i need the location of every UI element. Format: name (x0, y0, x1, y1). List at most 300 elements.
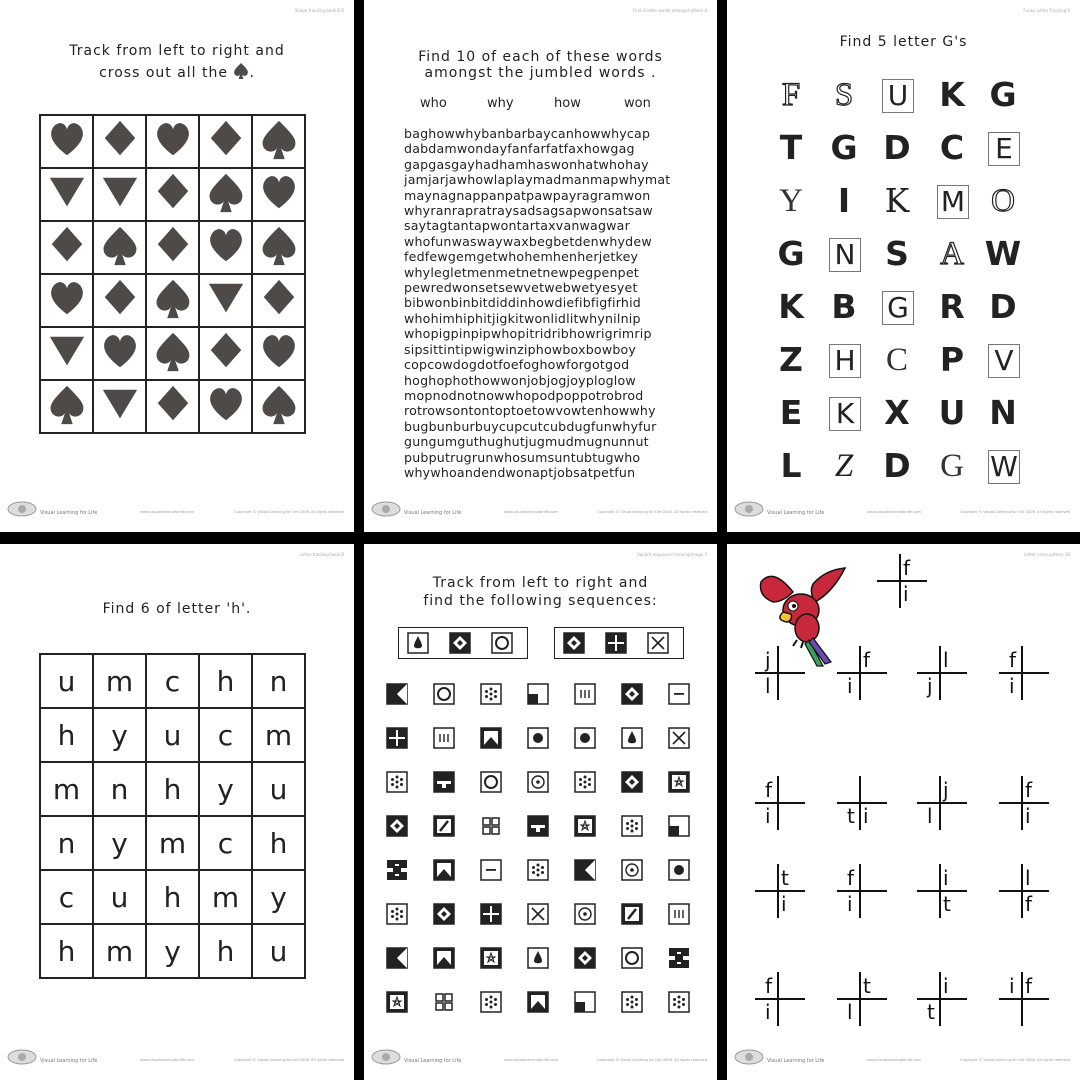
cross-letter: j (943, 778, 949, 802)
funky-letter: I (837, 181, 851, 220)
footer-brand: Visual Learning for Life (767, 1058, 825, 1064)
cross-item (999, 970, 1049, 1026)
grid-cell (146, 380, 199, 433)
checker-icon (668, 947, 690, 969)
diamond-corners-icon (574, 947, 596, 969)
letter-cell: y (93, 816, 146, 870)
grid-cell (146, 115, 199, 168)
funky-letter: Z (834, 448, 854, 484)
footer-copyright: Copyright © Visual Learning for Life 2006. All rights reserved (233, 1058, 344, 1062)
grid-cell (199, 274, 252, 327)
x-box-icon (668, 727, 690, 749)
bar-block-icon (527, 815, 549, 837)
drop-icon (407, 632, 429, 654)
grid-cell (40, 221, 93, 274)
grid-cell (252, 380, 305, 433)
mountain-icon (433, 947, 455, 969)
footer (0, 500, 354, 522)
eye-logo-icon (370, 1048, 402, 1066)
funky-letter: K (829, 397, 861, 431)
spade-icon (259, 119, 299, 161)
circle-dot-icon (621, 859, 643, 881)
footer-brand: Visual Learning for Life (404, 510, 462, 516)
jumbled-line: pewredwonsetsewvetwebwetyesyet (404, 280, 638, 296)
grid-cell (93, 380, 146, 433)
page-code: Letter tracking book B (299, 552, 344, 557)
heart-icon (47, 119, 87, 161)
instruction-title: Find 5 letter G's (839, 34, 968, 50)
slash-icon (621, 903, 643, 925)
jumbled-line: whofunwaswaywaxbegbetdenwhydew (404, 233, 652, 249)
quarter-icon (668, 815, 690, 837)
grid-cell (146, 168, 199, 221)
jumbled-line: pubputrugrunwhosumsuntubtugwho (404, 449, 641, 465)
footer (364, 1048, 717, 1070)
cross-letter: t (927, 1000, 935, 1024)
letter-cell: u (252, 762, 305, 816)
instruction-line-1: Track from left to right and (432, 575, 649, 591)
grid-cell (93, 115, 146, 168)
spade-icon (259, 384, 299, 426)
jumbled-line: whyranrapratraysadsagsapwonsatsaw (404, 203, 653, 219)
funky-letter: G (777, 234, 805, 273)
cross-letter: i (1025, 804, 1031, 828)
grid-cell (93, 327, 146, 380)
footer-site: www.visuallearningforlife.com (867, 510, 921, 514)
letter-cell: h (199, 654, 252, 708)
funky-letter: P (939, 340, 965, 379)
diamond-corners-icon (621, 771, 643, 793)
jumbled-line: rotrowsontontoptoetowvowtenhowwhy (404, 403, 656, 419)
funky-letter: N (829, 238, 861, 272)
dot-icon (574, 727, 596, 749)
minus-icon (480, 859, 502, 881)
cross-letter: i (847, 892, 853, 916)
eye-logo-icon (733, 1048, 765, 1066)
cross-item (755, 644, 805, 700)
funky-letter: M (937, 185, 969, 219)
cross-item (917, 644, 967, 700)
dots-ring-icon (386, 771, 408, 793)
funky-letter: G (940, 448, 964, 484)
star-icon (668, 771, 690, 793)
letter-cell: h (40, 924, 93, 978)
instruction-line-1: Track from left to right and (69, 43, 285, 59)
triangle-icon (206, 278, 246, 320)
dot-icon (668, 859, 690, 881)
cross-letter: i (847, 674, 853, 698)
heart-icon (153, 119, 193, 161)
shape-grid (39, 114, 306, 434)
triangle-icon (100, 172, 140, 214)
grid-cell (199, 168, 252, 221)
footer (727, 1048, 1080, 1070)
cross-item (837, 862, 887, 918)
funky-letter: G (830, 128, 858, 167)
instruction-line-2: amongst the jumbled words . (424, 65, 657, 81)
cross-letter: i (765, 1000, 771, 1024)
circle-dot-icon (574, 903, 596, 925)
funky-letter: H (829, 344, 861, 378)
circle-icon (480, 771, 502, 793)
grid-cell (40, 327, 93, 380)
cross-item (755, 970, 805, 1026)
dots-ring-icon (386, 903, 408, 925)
funky-letter: Z (779, 340, 803, 379)
star-icon (480, 947, 502, 969)
letter-cell: m (199, 870, 252, 924)
checker-icon (386, 859, 408, 881)
funky-letter: S (834, 77, 854, 113)
grid-cell (40, 168, 93, 221)
grid-cell (252, 327, 305, 380)
plus-notch-icon (480, 903, 502, 925)
grid-cell (93, 274, 146, 327)
circle-icon (491, 632, 513, 654)
instruction-title: Find 6 of letter 'h'. (102, 601, 252, 617)
page-code: Letter cross pattern 36 (1024, 552, 1070, 557)
cross-letter: l (1025, 866, 1031, 890)
grid-cell (252, 274, 305, 327)
minus-icon (668, 683, 690, 705)
worksheet-shape-tracking (0, 0, 354, 532)
footer-site: www.visuallearningforlife.com (504, 1058, 558, 1062)
funky-letter: U (938, 393, 966, 432)
cross-letter: i (863, 804, 869, 828)
cross-item (837, 644, 887, 700)
star-icon (386, 991, 408, 1013)
jumbled-line: bibwonbinbitdiddinhowdiefibfigfirhid (404, 295, 641, 311)
funky-letter: R (939, 287, 965, 326)
letter-cell: m (40, 762, 93, 816)
cross-item (837, 774, 887, 830)
letter-cell: c (146, 654, 199, 708)
grid-cell (146, 221, 199, 274)
quarter-icon (574, 991, 596, 1013)
funky-letter: D (989, 287, 1017, 326)
triangle-icon (100, 384, 140, 426)
target-word: won (624, 96, 651, 111)
cross-letter: f (847, 866, 855, 890)
diamond-icon (100, 278, 140, 320)
x-box-icon (527, 903, 549, 925)
letter-cell: y (199, 762, 252, 816)
heart-icon (259, 331, 299, 373)
funky-letter: K (778, 287, 804, 326)
dots-ring-icon (668, 991, 690, 1013)
drop-icon (621, 727, 643, 749)
funky-letter: A (940, 236, 964, 272)
jumbled-line: whopigpinpipwhopitridribhowrigrimrip (404, 326, 652, 342)
heart-icon (100, 331, 140, 373)
footer (364, 500, 717, 522)
jumbled-line: whohimhiphitjigkitwonlidlitwhynilnip (404, 310, 641, 326)
letter-cell: u (146, 708, 199, 762)
target-sequence-box (554, 627, 684, 659)
jumbled-line: fedfewgemgetwhohemhenherjetkey (404, 249, 639, 265)
bars-icon (433, 727, 455, 749)
heart-icon (47, 278, 87, 320)
dots-ring-icon (574, 771, 596, 793)
mountain-icon (480, 727, 502, 749)
grid-cell (40, 380, 93, 433)
half-diag-icon (386, 683, 408, 705)
cross-item (917, 774, 967, 830)
funky-letter: C (885, 342, 908, 378)
four-squares-icon (480, 815, 502, 837)
jumbled-line: whywhoandendwonaptjobsatpetfun (404, 464, 636, 480)
jumbled-line: jamjarjawhowlaplaymadmanmapwhymat (404, 172, 671, 188)
footer-brand: Visual Learning for Life (40, 1058, 98, 1064)
cross-letter: f (765, 778, 773, 802)
jumbled-line: maynagnappanpatpawpayragramwon (404, 187, 651, 203)
cross-letter: f (765, 974, 773, 998)
footer (0, 1048, 354, 1070)
instruction-line-2: find the following sequences: (423, 593, 658, 609)
letter-cell: c (199, 708, 252, 762)
cross-letter: t (943, 892, 951, 916)
jumbled-line: copcowdogdotfoefoghowforgotgod (404, 357, 630, 373)
spade-icon (206, 172, 246, 214)
cross-letter: j (927, 674, 933, 698)
grid-cell (252, 221, 305, 274)
funky-letter: E (988, 132, 1020, 166)
funky-letter: D (883, 446, 911, 485)
cross-letter: l (943, 648, 949, 672)
funky-letter: C (939, 128, 965, 167)
spade-icon (47, 384, 87, 426)
cross-letter: i (943, 974, 949, 998)
letter-cell: n (93, 762, 146, 816)
funky-letter: E (779, 393, 803, 432)
letter-cell: y (146, 924, 199, 978)
heart-icon (206, 384, 246, 426)
jumbled-words-block (404, 126, 670, 480)
funky-letter: L (780, 446, 802, 485)
letter-cell: u (93, 870, 146, 924)
worksheet-letter-h (0, 544, 354, 1080)
cross-item (999, 774, 1049, 830)
footer-copyright: Copyright © Visual Learning for Life 2006. All rights reserved (959, 510, 1070, 514)
cross-letter: l (765, 674, 771, 698)
grid-cell (199, 221, 252, 274)
cross-item (837, 970, 887, 1026)
letter-cell: c (199, 816, 252, 870)
letter-cell: m (252, 708, 305, 762)
jumbled-line: saytagtantapwontartaxvanwagwar (404, 218, 630, 234)
diamond-corners-icon (621, 683, 643, 705)
footer-copyright: Copyright © Visual Learning for Life 2006. All rights reserved (596, 510, 707, 514)
funky-letter: G (989, 75, 1017, 114)
letter-cell: n (252, 654, 305, 708)
letter-cell: u (252, 924, 305, 978)
funky-letter: D (883, 128, 911, 167)
diamond-icon (153, 225, 193, 267)
cross-item (877, 552, 927, 608)
bar-block-icon (433, 771, 455, 793)
grid-cell (146, 274, 199, 327)
spade-icon (259, 225, 299, 267)
letter-cell: n (40, 816, 93, 870)
instruction-text: cross out all the (99, 65, 228, 81)
letter-cell: c (40, 870, 93, 924)
grid-cell (199, 115, 252, 168)
jumbled-line: dabdamwondayfanfarfatfaxhowgag (404, 141, 635, 157)
x-box-icon (647, 632, 669, 654)
cross-letter: t (863, 974, 871, 998)
cross-letter: f (1009, 648, 1017, 672)
dot-icon (527, 727, 549, 749)
cross-letter: i (781, 892, 787, 916)
funky-letter: F (781, 77, 801, 113)
four-squares-icon (433, 991, 455, 1013)
page-code: Find 3 letter words amongst others 6 (633, 8, 707, 13)
jumbled-line: gungumguthughutjugmudmugnunnut (404, 434, 649, 450)
page-code: Shape tracking book B-6 (294, 8, 344, 13)
spade-icon (153, 331, 193, 373)
grid-cell (199, 380, 252, 433)
target-word: who (420, 96, 447, 111)
triangle-icon (47, 331, 87, 373)
cross-letter: l (927, 804, 933, 828)
target-word: why (487, 96, 514, 111)
cross-letter: f (903, 556, 911, 580)
grid-cell (252, 115, 305, 168)
diamond-icon (153, 172, 193, 214)
cross-letter: f (1025, 974, 1033, 998)
cross-item (755, 774, 805, 830)
funky-letter: W (988, 450, 1020, 484)
letter-cell: h (252, 816, 305, 870)
funky-letter: V (988, 344, 1020, 378)
heart-icon (206, 225, 246, 267)
letter-cell: y (93, 708, 146, 762)
funky-letter: N (989, 393, 1017, 432)
cross-item (917, 970, 967, 1026)
triangle-icon (47, 172, 87, 214)
dots-ring-icon (480, 991, 502, 1013)
letter-cell: m (93, 924, 146, 978)
cross-item (999, 644, 1049, 700)
diamond-corners-icon (433, 903, 455, 925)
circle-icon (621, 947, 643, 969)
cross-letter: i (1009, 974, 1015, 998)
footer-brand: Visual Learning for Life (404, 1058, 462, 1064)
diamond-icon (47, 225, 87, 267)
mountain-icon (433, 859, 455, 881)
funky-letter: G (882, 291, 914, 325)
cross-letter: f (863, 648, 871, 672)
letter-cell: h (199, 924, 252, 978)
eye-logo-icon (370, 500, 402, 518)
worksheet-letter-crosses (727, 544, 1080, 1080)
dots-ring-icon (527, 859, 549, 881)
letter-cell: h (146, 762, 199, 816)
half-diag-icon (386, 947, 408, 969)
letter-cell: h (40, 708, 93, 762)
diamond-corners-icon (386, 815, 408, 837)
cross-letter: i (903, 582, 909, 606)
bars-icon (574, 683, 596, 705)
funky-letter: W (984, 234, 1022, 273)
funky-letter: X (884, 393, 910, 432)
diamond-icon (100, 119, 140, 161)
jumbled-line: bugbunburbuycupcutcubdugfunwhyfur (404, 418, 657, 434)
diamond-corners-icon (449, 632, 471, 654)
footer-brand: Visual Learning for Life (40, 510, 98, 516)
footer-site: www.visuallearningforlife.com (504, 510, 558, 514)
plus-notch-icon (605, 632, 627, 654)
mountain-icon (527, 991, 549, 1013)
worksheet-funky-letters (727, 0, 1080, 532)
instruction-line-2: cross out all the . (0, 62, 354, 84)
star-icon (574, 815, 596, 837)
funky-letter: B (831, 287, 857, 326)
cross-letter: t (847, 804, 855, 828)
funky-letter: K (939, 75, 965, 114)
cross-letter: f (1025, 892, 1033, 916)
cross-item (755, 862, 805, 918)
jumbled-line: mopnodnotnowwhopodpoppotrobrod (404, 387, 644, 403)
plus-notch-icon (386, 727, 408, 749)
jumbled-line: sipsittintipwigwinziphowboxbowboy (404, 341, 637, 357)
half-diag-icon (574, 859, 596, 881)
cross-letter: l (847, 1000, 853, 1024)
drop-icon (527, 947, 549, 969)
slash-icon (433, 815, 455, 837)
cross-letter: f (1025, 778, 1033, 802)
spade-icon (153, 278, 193, 320)
letter-cell: u (40, 654, 93, 708)
funky-letter: U (882, 79, 914, 113)
target-sequence-box (398, 627, 528, 659)
footer-site: www.visuallearningforlife.com (140, 510, 194, 514)
worksheet-square-sequences (364, 544, 717, 1080)
cross-letter: i (943, 866, 949, 890)
target-word: how (554, 96, 581, 111)
eye-logo-icon (733, 500, 765, 518)
grid-cell (40, 115, 93, 168)
funky-letter: Y (779, 183, 803, 219)
diamond-icon (153, 384, 193, 426)
dots-ring-icon (621, 991, 643, 1013)
funky-letter: S (885, 234, 909, 273)
cross-letter: j (765, 648, 771, 672)
eye-logo-icon (6, 1048, 38, 1066)
jumbled-line: hoghophothowwonjobjogjoyploglow (404, 372, 636, 388)
letter-cell: m (146, 816, 199, 870)
cross-letter: i (1009, 674, 1015, 698)
letter-cell: h (146, 870, 199, 924)
footer-site: www.visuallearningforlife.com (867, 1058, 921, 1062)
eye-logo-icon (6, 500, 38, 518)
diamond-icon (259, 278, 299, 320)
spade-icon (233, 62, 249, 80)
instruction-line-1: Find 10 of each of these words (418, 49, 663, 65)
dots-ring-icon (480, 683, 502, 705)
bars-icon (668, 903, 690, 925)
heart-icon (259, 172, 299, 214)
footer-site: www.visuallearningforlife.com (140, 1058, 194, 1062)
footer-copyright: Copyright © Visual Learning for Life 2006. All rights reserved (596, 1058, 707, 1062)
circle-icon (433, 683, 455, 705)
footer-brand: Visual Learning for Life (767, 510, 825, 516)
diamond-corners-icon (563, 632, 585, 654)
page-code: Square sequence trackingomega 3 (637, 552, 707, 557)
grid-cell (199, 327, 252, 380)
grid-cell (93, 168, 146, 221)
spade-icon (100, 225, 140, 267)
